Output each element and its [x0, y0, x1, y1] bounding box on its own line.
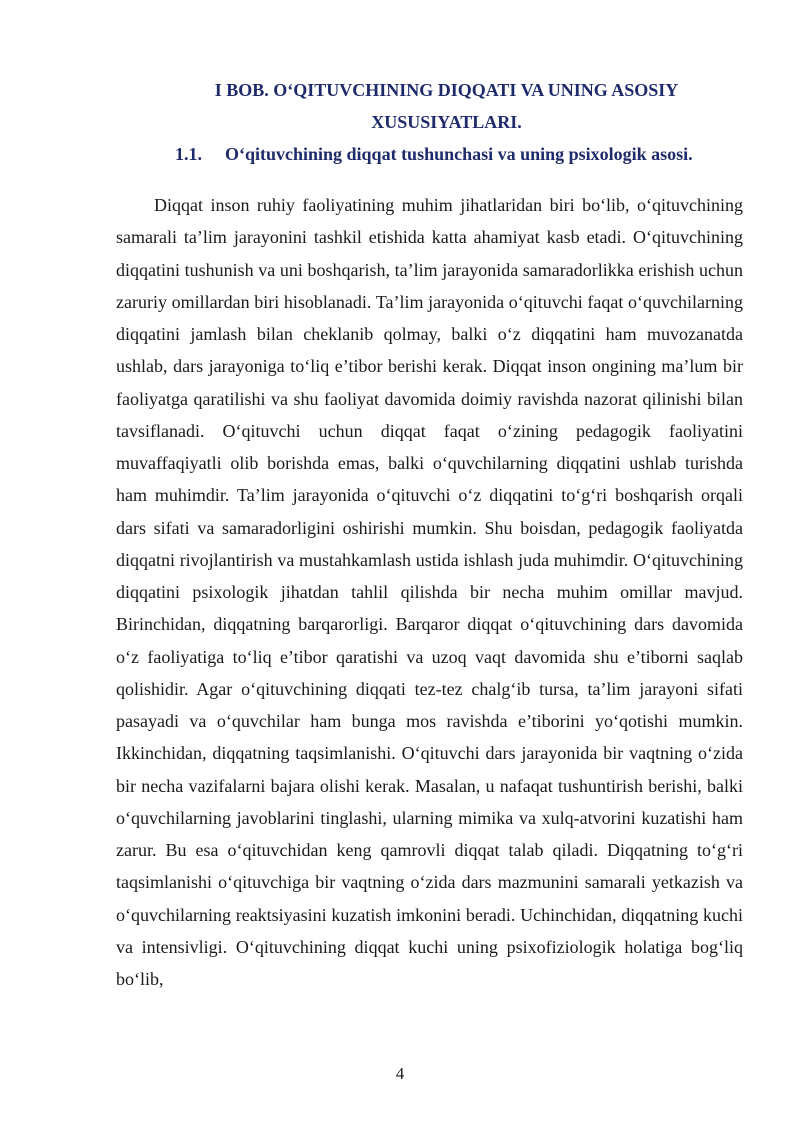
chapter-title: I BOB. O‘QITUVCHINING DIQQATI VA UNING ASOSIY XUSUSIYATLARI. [214, 80, 679, 132]
page-number: 4 [395, 1064, 405, 1083]
section-title: O‘qituvchining diqqat tushunchasi va uning psixologik asosi. [225, 144, 693, 164]
section-number: 1.1. [175, 144, 202, 164]
section-heading [116, 140, 743, 168]
body-paragraph: Diqqat inson ruhiy faoliyatining muhim jihatlaridan biri bo‘lib, o‘qituvchining samarali ta’lim jarayonini tashkil etishida katta ahamiyat kasb etadi. O‘qituvchining diqqatini tushunish va uni boshqarish, ta’lim jarayonida samaradorlikka erishish uchun zaruriy omillardan biri hisoblanadi. Ta’lim jarayonida o‘qituvchi faqat o‘quvchilarning diqqatini jamlash bilan cheklanib qolmay, balki o‘z diqqatini ham muvozanatda ushlab, dars jarayoniga to‘liq e’tibor berishi kerak. Diqqat inson ongining ma’lum bir faoliyatga qaratilishi va shu faoliyat davomida doimiy ravishda nazorat qilinishi bilan tavsiflanadi. O‘qituvchi uchun diqqat faqat o‘zining pedagogik faoliyatini muvaffaqiyatli olib borishda emas, balki o‘quvchilarning diqqatini ushlab turishda ham muhimdir. Ta’lim jarayonida o‘qituvchi o‘z diqqatini to‘g‘ri boshqarish orqali dars sifati va samaradorligini oshirishi mumkin. Shu boisdan, pedagogik faoliyatda diqqatni rivojlantirish va mustahkamlash ustida ishlash juda muhimdir. O‘qituvchining diqqatini psixologik jihatdan tahlil qilishda bir necha muhim omillar mavjud. Birinchidan, diqqatning barqarorligi. Barqaror diqqat o‘qituvchining dars davomida o‘z faoliyatiga to‘liq e’tibor qaratishi va uzoq vaqt davomida shu e’tiborni saqlab qolishidir. Agar o‘qituvchining diqqati tez-tez chalg‘ib tursa, ta’lim jarayoni sifati pasayadi va o‘quvchilar ham bunga mos ravishda e’tiborini yo‘qotishi mumkin. Ikkinchidan, diqqatning taqsimlanishi. O‘qituvchi dars jarayonida bir vaqtning o‘zida bir necha vazifalarni bajara olishi kerak. Masalan, u nafaqat tushuntirish berishi, balki o‘quvchilarning javoblarini tinglashi, ularning mimika va xulq-atvorini kuzatishi ham zarur. Bu esa o‘qituvchidan keng qamrovli diqqat talab qiladi. Diqqatning to‘g‘ri taqsimlanishi o‘qituvchiga bir vaqtning o‘zida dars mazmunini samarali yetkazish va o‘quvchilarning reaktsiyasini kuzatish imkonini beradi. Uchinchidan, diqqatning kuchi va intensivligi. O‘qituvchining diqqat kuchi uning psixofiziologik holatiga bog‘liq bo‘lib, [116, 195, 743, 989]
